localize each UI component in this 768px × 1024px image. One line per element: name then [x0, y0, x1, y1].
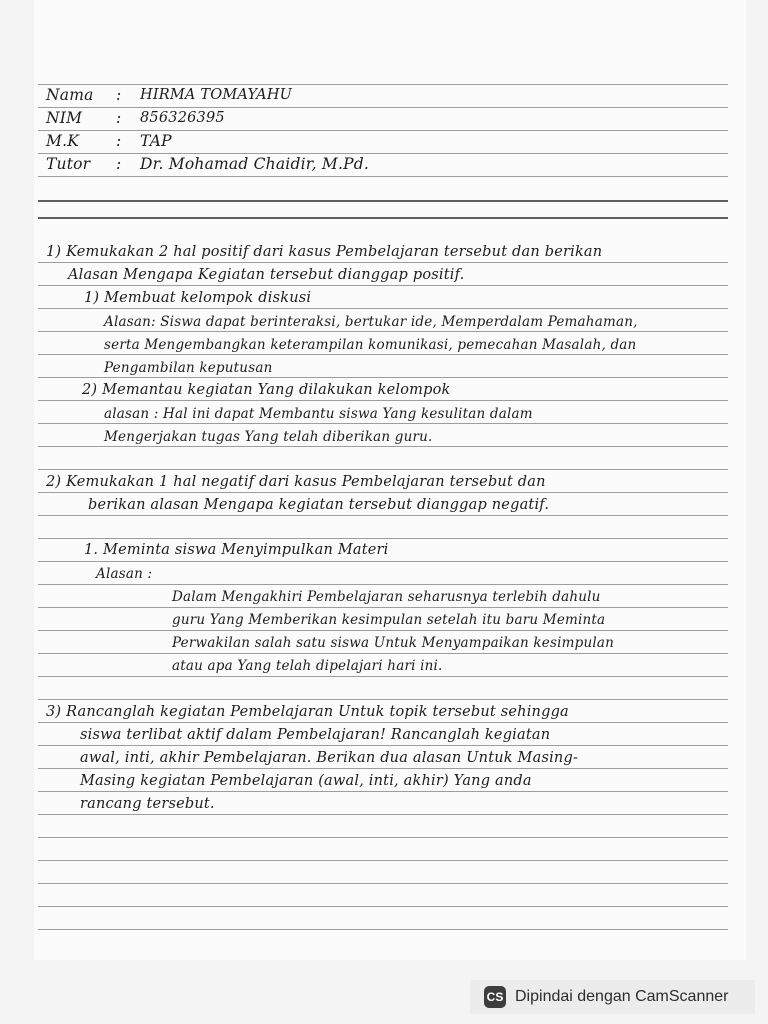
q1-item1-reason: serta Mengembangkan keterampilan komunikasi, pemecahan Masalah, dan [104, 337, 637, 353]
rule-line [38, 561, 728, 562]
rule-line [38, 699, 728, 700]
rule-line [38, 285, 728, 286]
rule-line [38, 308, 728, 309]
q1-item1-reason: Pengambilan keputusan [104, 360, 273, 376]
rule-line [38, 262, 728, 263]
rule-line [38, 630, 728, 631]
tutor-label: Tutor [46, 155, 91, 173]
q1-item2-title: 2) Memantau kegiatan Yang dilakukan kelompok [82, 382, 451, 398]
rule-line [38, 423, 728, 424]
tutor-value: Dr. Mohamad Chaidir, M.Pd. [140, 155, 369, 173]
header-divider [38, 217, 728, 219]
q3-line: Masing kegiatan Pembelajaran (awal, inti, akhir) Yang anda [80, 773, 532, 789]
rule-line [38, 84, 728, 85]
rule-line [38, 883, 728, 884]
rule-line [38, 745, 728, 746]
q1-prompt-line: Alasan Mengapa Kegiatan tersebut dianggap positif. [68, 267, 465, 283]
rule-line [38, 860, 728, 861]
q1-item2-reason: alasan : Hal ini dapat Membantu siswa Yang kesulitan dalam [104, 406, 533, 422]
header-divider [38, 200, 728, 202]
mk-label: M.K [46, 132, 79, 150]
camscanner-label: Dipindai dengan CamScanner [515, 988, 729, 1005]
rule-line [38, 584, 728, 585]
mk-separator: : [116, 132, 122, 150]
q2-reason-line: Perwakilan salah satu siswa Untuk Menyampaikan kesimpulan [172, 635, 615, 651]
nama-value: HIRMA TOMAYAHU [140, 87, 293, 103]
rule-line [38, 791, 728, 792]
q2-item1-title: 1. Meminta siswa Menyimpulkan Materi [84, 542, 389, 558]
rule-line [38, 400, 728, 401]
rule-line [38, 446, 728, 447]
q1-item2-reason: Mengerjakan tugas Yang telah diberikan guru. [104, 429, 433, 445]
nama-separator: : [116, 86, 122, 104]
q2-reason-line: Dalam Mengakhiri Pembelajaran seharusnya terlebih dahulu [172, 589, 601, 605]
rule-line [38, 354, 728, 355]
rule-line [38, 814, 728, 815]
rule-line [38, 607, 728, 608]
q1-item1-title: 1) Membuat kelompok diskusi [84, 290, 312, 306]
rule-line [38, 515, 728, 516]
tutor-separator: : [116, 155, 122, 173]
q2-prompt-line: 2) Kemukakan 1 hal negatif dari kasus Pembelajaran tersebut dan [46, 474, 546, 490]
q2-prompt-line: berikan alasan Mengapa kegiatan tersebut dianggap negatif. [88, 497, 550, 513]
q1-item1-reason: Alasan: Siswa dapat berinteraksi, bertukar ide, Memperdalam Pemahaman, [104, 314, 638, 330]
q2-reason-label: Alasan : [96, 566, 153, 582]
rule-line [38, 377, 728, 378]
q1-prompt-line: 1) Kemukakan 2 hal positif dari kasus Pembelajaran tersebut dan berikan [46, 244, 603, 260]
rule-line [38, 676, 728, 677]
rule-line [38, 331, 728, 332]
q3-line: rancang tersebut. [80, 796, 215, 812]
rule-line [38, 722, 728, 723]
rule-line [38, 538, 728, 539]
q2-reason-line: guru Yang Memberikan kesimpulan setelah itu baru Meminta [172, 612, 606, 628]
rule-line [38, 176, 728, 177]
rule-line [38, 153, 728, 154]
rule-line [38, 906, 728, 907]
nim-separator: : [116, 109, 122, 127]
nim-value: 856326395 [140, 110, 225, 126]
q3-line: siswa terlibat aktif dalam Pembelajaran! Rancanglah kegiatan [80, 727, 551, 743]
camscanner-logo-icon: CS [484, 986, 506, 1008]
q2-reason-line: atau apa Yang telah dipelajari hari ini. [172, 658, 443, 674]
q3-line: 3) Rancanglah kegiatan Pembelajaran Untuk topik tersebut sehingga [46, 704, 569, 720]
rule-line [38, 469, 728, 470]
rule-line [38, 768, 728, 769]
rule-line [38, 653, 728, 654]
nim-label: NIM [46, 109, 83, 127]
camscanner-watermark [470, 980, 755, 1014]
q3-line: awal, inti, akhir Pembelajaran. Berikan dua alasan Untuk Masing- [80, 750, 579, 766]
rule-line [38, 492, 728, 493]
rule-line [38, 130, 728, 131]
nama-label: Nama [46, 86, 94, 104]
rule-line [38, 929, 728, 930]
mk-value: TAP [140, 132, 172, 150]
rule-line [38, 837, 728, 838]
rule-line [38, 107, 728, 108]
